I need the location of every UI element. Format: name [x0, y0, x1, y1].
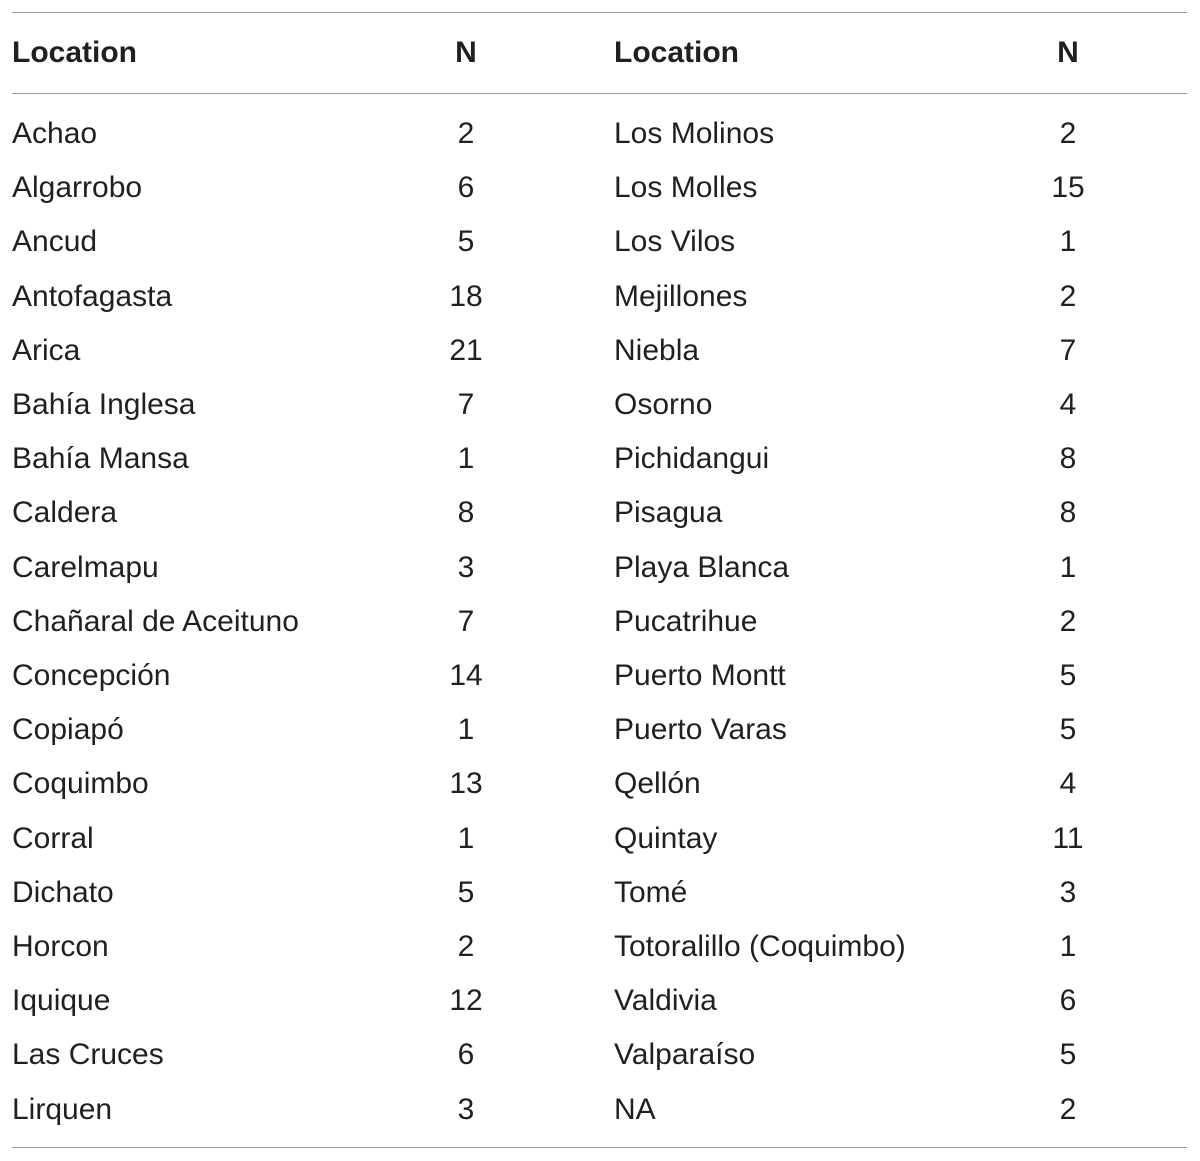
table-row — [0, 1083, 1200, 1137]
count-cell: 2 — [1059, 1092, 1077, 1126]
location-cell: Niebla — [614, 333, 700, 367]
location-cell: Concepción — [12, 659, 171, 692]
table-row — [0, 270, 1200, 324]
count-cell: 4 — [1059, 767, 1077, 801]
location-cell: Valdivia — [614, 984, 717, 1018]
table-row — [0, 866, 1200, 920]
location-cell: Mejillones — [614, 279, 748, 313]
count-cell: 7 — [457, 388, 475, 421]
count-cell: 15 — [1051, 171, 1085, 205]
location-cell: Chañaral de Aceituno — [12, 604, 299, 638]
location-cell: Las Cruces — [12, 1038, 164, 1072]
count-cell: 2 — [1059, 279, 1077, 313]
count-cell: 1 — [1059, 930, 1077, 963]
count-cell: 2 — [1059, 117, 1077, 150]
location-cell: Caldera — [12, 496, 118, 530]
location-cell: Puerto Varas — [614, 713, 787, 747]
count-cell: 1 — [1059, 225, 1077, 259]
header-n-left: N — [455, 36, 477, 69]
location-cell: Bahía Inglesa — [12, 388, 196, 421]
count-cell: 3 — [457, 550, 475, 584]
table-row — [0, 541, 1200, 595]
location-cell: Tomé — [614, 875, 688, 909]
count-cell: 7 — [457, 604, 475, 638]
count-cell: 1 — [1059, 550, 1077, 584]
count-cell: 21 — [449, 333, 483, 367]
location-cell: Pucatrihue — [614, 604, 758, 638]
top-rule — [12, 12, 1187, 13]
count-cell: 3 — [1059, 875, 1077, 909]
location-cell: Los Molles — [614, 171, 758, 205]
table-row — [0, 432, 1200, 486]
count-cell: 14 — [449, 659, 483, 692]
count-cell: 6 — [457, 171, 475, 205]
count-cell: 2 — [1059, 604, 1077, 638]
count-cell: 5 — [1059, 659, 1077, 692]
location-cell: Horcon — [12, 930, 109, 963]
location-cell: Arica — [12, 333, 81, 367]
location-cell: Iquique — [12, 984, 111, 1018]
count-cell: 11 — [1052, 821, 1084, 855]
location-cell: Lirquen — [12, 1092, 113, 1126]
table-row — [0, 757, 1200, 811]
location-cell: Playa Blanca — [614, 550, 790, 584]
location-cell: Achao — [12, 117, 98, 150]
location-cell: Copiapó — [12, 713, 124, 747]
bottom-rule — [12, 1147, 1187, 1148]
count-cell: 4 — [1059, 388, 1077, 421]
location-cell: Quintay — [614, 821, 718, 855]
table-row — [0, 107, 1200, 161]
table-row — [0, 1028, 1200, 1082]
table-row — [0, 974, 1200, 1028]
count-cell: 7 — [1059, 333, 1077, 367]
location-cell: Ancud — [12, 225, 98, 259]
location-cell: Puerto Montt — [614, 659, 786, 692]
count-cell: 18 — [449, 279, 483, 313]
location-cell: Osorno — [614, 388, 713, 421]
count-cell: 6 — [457, 1038, 475, 1072]
count-cell: 5 — [1059, 1038, 1077, 1072]
table-row — [0, 920, 1200, 974]
location-cell: Valparaíso — [614, 1038, 756, 1072]
count-cell: 8 — [1059, 442, 1077, 476]
location-cell: Antofagasta — [12, 279, 173, 313]
table-row — [0, 215, 1200, 269]
table-row — [0, 486, 1200, 540]
location-cell: Carelmapu — [12, 550, 159, 584]
location-cell: Corral — [12, 821, 94, 855]
table-row — [0, 161, 1200, 215]
location-cell: Totoralillo (Coquimbo) — [614, 930, 906, 963]
location-cell: Pisagua — [614, 496, 723, 530]
count-cell: 13 — [449, 767, 483, 801]
count-cell: 5 — [1059, 713, 1077, 747]
header-location-right: Location — [614, 36, 739, 69]
table-row — [0, 378, 1200, 432]
count-cell: 1 — [457, 713, 475, 747]
table-row — [0, 649, 1200, 703]
location-cell: Pichidangui — [614, 442, 770, 476]
count-cell: 5 — [457, 225, 475, 259]
count-cell: 8 — [1059, 496, 1077, 530]
location-cell: Los Vilos — [614, 225, 736, 259]
header-n-right: N — [1057, 36, 1079, 69]
location-cell: NA — [614, 1092, 656, 1126]
count-cell: 12 — [449, 984, 483, 1018]
location-cell: Algarrobo — [12, 171, 143, 205]
location-cell: Coquimbo — [12, 767, 149, 801]
location-cell: Bahía Mansa — [12, 442, 189, 476]
table-row — [0, 595, 1200, 649]
table-row — [0, 703, 1200, 757]
table-row — [0, 324, 1200, 378]
count-cell: 2 — [457, 930, 475, 963]
location-cell: Los Molinos — [614, 117, 775, 150]
location-cell: Qellón — [614, 767, 701, 801]
count-cell: 3 — [457, 1092, 475, 1126]
location-cell: Dichato — [12, 875, 114, 909]
count-cell: 6 — [1059, 984, 1077, 1018]
count-cell: 2 — [457, 117, 475, 150]
table-row — [0, 812, 1200, 866]
count-cell: 1 — [457, 821, 475, 855]
count-cell: 5 — [457, 875, 475, 909]
header-location-left: Location — [12, 36, 137, 69]
count-cell: 1 — [457, 442, 475, 476]
count-cell: 8 — [457, 496, 475, 530]
header-rule — [12, 93, 1187, 94]
